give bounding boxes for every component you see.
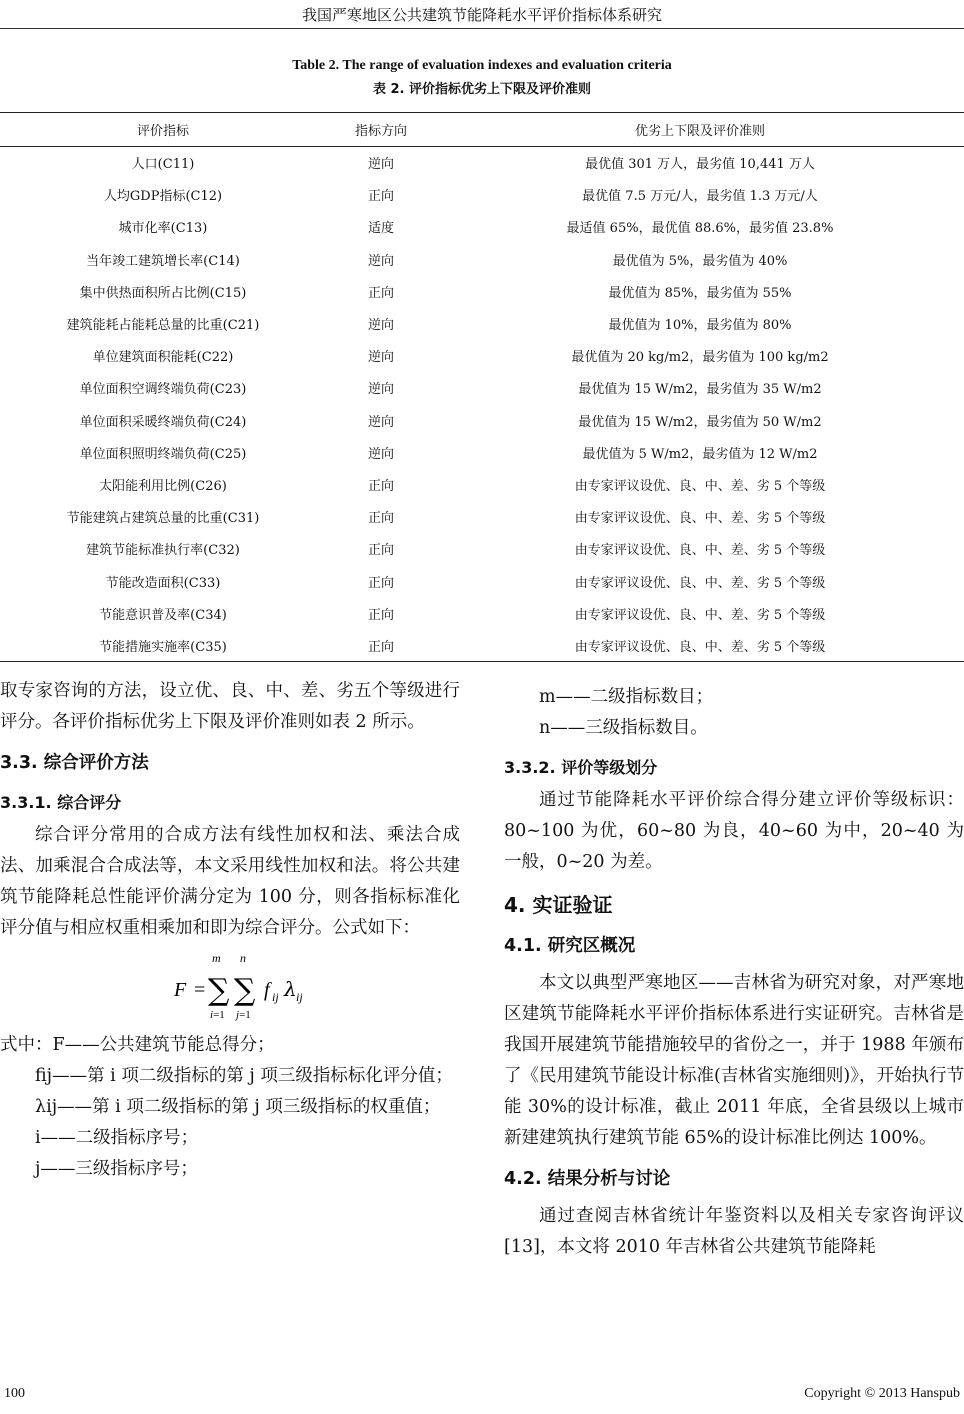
page-number: 100 [4,1386,25,1401]
table-row [0,501,964,533]
table-header-row [0,113,964,147]
paragraph: 综合评分常用的合成方法有线性加权和法、乘法合成法、加乘混合合成法等，本文采用线性加权和法。将公共建筑节能降耗总性能评价满分定为 100 分，则各指标标准化评分值与相应权重相乘加和即为综合评分。公式如下： [0,825,460,938]
section-heading: 4.1. 研究区概况 [504,936,636,956]
table-cell: 逆向 [367,446,394,462]
evaluation-criteria-table [0,112,964,662]
svg-text:f: f [264,979,270,1001]
table-cell: 人口(C11) [131,157,195,173]
table-cell: 最适值 65%，最优值 88.6%，最劣值 23.8% [566,221,834,237]
table-cell: 逆向 [367,318,394,334]
table-row [0,275,964,307]
table-row [0,307,964,339]
paragraph: 取专家咨询的方法，设立优、良、中、差、劣五个等级进行评分。各评价指标优劣上下限及评价准则如表 2 所示。 [0,681,460,732]
table-cell: 最优值为 5%，最劣值为 40% [612,253,788,269]
table-caption-en: Table 2. The range of evaluation indexes and evaluation criteria [292,58,672,73]
formula [0,944,460,1030]
paragraph: 通过查阅吉林省统计年鉴资料以及相关专家咨询评议[13]，本文将 2010 年吉林省公共建筑节能降耗 [504,1206,964,1257]
table-row [0,533,964,565]
table-cell: 由专家评议设优、良、中、差、劣 5 个等级 [574,607,826,623]
table-cell: 建筑节能标准执行率(C32) [86,543,240,559]
definition-intro: 式中： [0,1035,53,1055]
table-cell: 单位面积空调终端负荷(C23) [79,382,247,398]
table-cell: 正向 [367,478,394,494]
definition-n: n——三级指标数目。 [539,718,708,738]
table-caption-cn: 表 2. 评价指标优劣上下限及评价准则 [372,82,592,97]
table-cell: 逆向 [367,157,394,173]
table-cell: 逆向 [367,350,394,366]
svg-text:j=1: j=1 [236,1009,251,1021]
svg-text:n: n [240,951,246,965]
table-cell: 正向 [367,607,394,623]
table-cell: 单位面积采暖终端负荷(C24) [79,414,247,430]
table-cell: 由专家评议设优、良、中、差、劣 5 个等级 [574,543,826,559]
svg-text:i=1: i=1 [210,1009,225,1021]
table-row [0,243,964,275]
table-cell: 正向 [367,639,394,655]
table-cell: 城市化率(C13) [118,221,208,237]
table-row [0,597,964,629]
left-column [0,676,460,1185]
paragraph: 通过节能降耗水平评价综合得分建立评价等级标识：80~100 为优，60~80 为良，40~60 为中，20~40 为一般，0~20 为差。 [504,790,964,872]
table-row [0,147,964,179]
table-cell: 节能改造面积(C33) [105,575,221,591]
table-cell: 正向 [367,189,394,205]
definition-f: fij——第 i 项二级指标的第 j 项三级指标标化评分值； [35,1066,453,1086]
definition [0,1030,460,1061]
table-row [0,436,964,468]
table-cell: 正向 [367,543,394,559]
table-cell: 正向 [367,285,394,301]
table-row [0,565,964,597]
definition-lambda: λij——第 i 项二级指标的第 j 项三级指标的权重值； [35,1097,441,1117]
table-row [0,372,964,404]
table-row [0,629,964,661]
table-cell: 最优值为 5 W/m2，最劣值为 12 W/m2 [582,446,818,462]
table-cell: 最优值为 15 W/m2，最劣值为 50 W/m2 [578,414,822,430]
svg-text:m: m [212,951,221,965]
column-header: 指标方向 [354,124,407,139]
table-cell: 人均GDP指标(C12) [103,189,223,205]
svg-text:=: = [194,979,206,1001]
definition-i: i——二级指标序号； [35,1128,199,1148]
section-heading: 4.2. 结果分析与讨论 [504,1169,671,1189]
table-cell: 建筑能耗占能耗总量的比重(C21) [66,318,260,334]
table-cell: 最优值 7.5 万元/人，最劣值 1.3 万元/人 [582,189,818,205]
table-cell: 逆向 [367,382,394,398]
right-column [504,682,964,1263]
table-cell: 最优值为 20 kg/m2，最劣值为 100 kg/m2 [571,350,829,366]
subsection-heading: 3.3.1. 综合评分 [0,793,122,812]
svg-text:λ: λ [284,977,297,1001]
definition-m: m——二级指标数目； [539,687,714,707]
chapter-heading: 4. 实证验证 [504,893,613,917]
table-cell: 最优值为 85%，最劣值为 55% [608,285,792,301]
header-rule [0,28,964,29]
paragraph: 本文以典型严寒地区——吉林省为研究对象，对严寒地区建筑节能降耗水平评价指标体系进行实证研究。吉林省是我国开展建筑节能措施较早的省份之一，并于 1988 年颁布了《民用建筑节能设计标准(吉林省实施细则)》，开始执行节能 30%的设计标准，截止 2011 年底，全省县级以上城市新建建筑执行建筑节能 65%的设计标准比例达 100%。 [504,973,964,1148]
subsection-heading: 3.3.2. 评价等级划分 [504,758,658,777]
svg-text:∑: ∑ [234,973,256,1008]
column-header: 评价指标 [136,124,189,139]
table-cell: 节能措施实施率(C35) [99,639,227,655]
table-cell: 逆向 [367,253,394,269]
svg-text:ij: ij [272,990,279,1004]
table-body [0,147,964,662]
table-cell: 由专家评议设优、良、中、差、劣 5 个等级 [574,639,826,655]
svg-text:F: F [174,979,187,1001]
table-cell: 最优值为 15 W/m2，最劣值为 35 W/m2 [578,382,822,398]
table-row [0,211,964,243]
table-cell: 太阳能利用比例(C26) [99,478,227,494]
table-cell: 单位建筑面积能耗(C22) [92,350,234,366]
svg-text:∑: ∑ [208,973,230,1008]
table-cell: 正向 [367,575,394,591]
table-row [0,468,964,500]
copyright: Copyright © 2013 Hanspub [804,1386,960,1401]
table-row [0,340,964,372]
table-row [0,404,964,436]
formula-graphic [160,946,340,1026]
definition-F: F——公共建筑节能总得分； [52,1035,275,1055]
table-cell: 由专家评议设优、良、中、差、劣 5 个等级 [574,478,826,494]
table-cell: 逆向 [367,414,394,430]
table-cell: 适度 [367,221,394,237]
table-cell: 最优值 301 万人，最劣值 10,441 万人 [585,157,815,173]
table-cell: 集中供热面积所占比例(C15) [79,285,247,301]
table-cell: 正向 [367,511,394,527]
table-row [0,179,964,211]
definition-j: j——三级指标序号； [35,1159,198,1179]
svg-text:ij: ij [296,990,303,1004]
table-cell: 由专家评议设优、良、中、差、劣 5 个等级 [574,575,826,591]
table-cell: 最优值为 10%，最劣值为 80% [608,318,792,334]
section-heading: 3.3. 综合评价方法 [0,753,149,773]
table-cell: 当年竣工建筑增长率(C14) [86,253,240,269]
table-cell: 节能建筑占建筑总量的比重(C31) [66,511,260,527]
table-cell: 由专家评议设优、良、中、差、劣 5 个等级 [574,511,826,527]
running-header: 我国严寒地区公共建筑节能降耗水平评价指标体系研究 [301,6,662,24]
table-cell: 单位面积照明终端负荷(C25) [79,446,247,462]
column-header: 优劣上下限及评价准则 [634,124,765,139]
table-cell: 节能意识普及率(C34) [99,607,227,623]
